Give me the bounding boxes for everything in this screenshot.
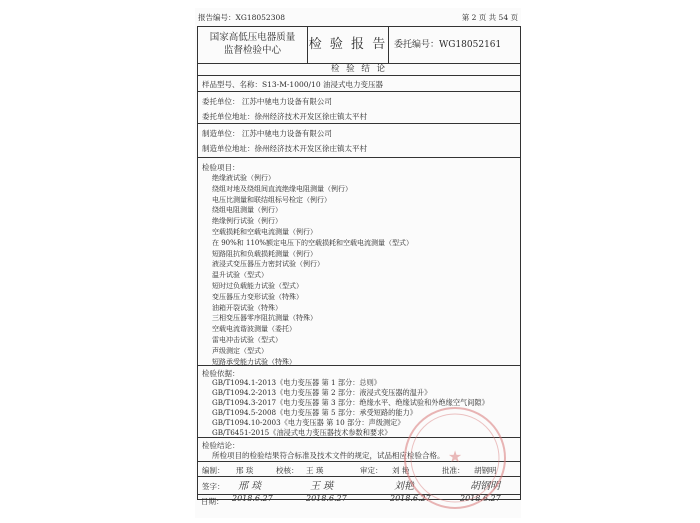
info-line: 委托单位： 江苏中驰电力设备有限公司 <box>202 97 332 106</box>
signature-compiler: 邢 琰 <box>238 481 262 492</box>
test-item: 绝缘例行试验（例行） <box>212 217 282 226</box>
label-date: 日期： <box>201 497 224 506</box>
test-item: 雷电冲击试验（型式） <box>212 336 282 344</box>
info-line: 样品型号、名称：S13-M-1000/10 油浸式电力变压器 <box>202 80 383 89</box>
org-line-1: 国家高低压电器质量 <box>209 32 296 43</box>
info-line: 委托单位地址：徐州经济技术开发区徐庄镇太平村 <box>202 112 367 121</box>
divider <box>198 91 520 92</box>
divider <box>198 365 520 366</box>
label-check: 校核： <box>276 466 299 475</box>
test-item: 绕组对地及绕组间直流绝缘电阻测量（例行） <box>212 184 352 193</box>
test-item: 温升试验（型式） <box>212 271 268 280</box>
conclusion-heading: 检验结论： <box>202 441 240 450</box>
conclusion-text: 所检项目的检验结果符合标准及技术文件的规定，试品相应检验合格。 <box>212 451 445 460</box>
date-2: 2018.6.27 <box>306 494 347 503</box>
signature-approver: 胡钢明 <box>470 481 500 492</box>
test-item: 三相变压器零序阻抗测量（特殊） <box>212 314 317 323</box>
label-review: 审定： <box>360 466 383 475</box>
date-1: 2018.6.27 <box>232 494 273 503</box>
info-line: 制造单位地址：徐州经济技术开发区徐庄镇太平村 <box>202 144 367 153</box>
test-item: 空载损耗和空载电流测量（例行） <box>212 228 317 236</box>
standard-item: GB/T1094.10-2003《电力变压器 第 10 部分：声级测定》 <box>212 418 405 427</box>
standard-item: GB/T1094.5-2008《电力变压器 第 5 部分：承受短路的能力》 <box>212 408 417 417</box>
info-line: 制造单位： 江苏中驰电力设备有限公司 <box>202 129 332 138</box>
test-item: 短路承受能力试验（特殊） <box>212 357 296 366</box>
test-item: 在 90%和 110%额定电压下的空载损耗和空载电流测量（型式） <box>212 238 414 247</box>
label-sign: 签字： <box>202 482 225 491</box>
entrust-number: 委托编号：WG18052161 <box>394 40 502 50</box>
test-item: 短时过负载能力试验（型式） <box>212 282 303 290</box>
org-name <box>198 27 308 63</box>
test-item: 短路阻抗和负载损耗测量（例行） <box>212 249 317 258</box>
test-item: 变压器压力变形试验（特殊） <box>212 292 303 301</box>
standards-heading: 检验依据： <box>202 369 240 378</box>
standard-item: GB/T6451-2015《油浸式电力变压器技术参数和要求》 <box>212 428 392 437</box>
test-item: 绕组电阻测量（例行） <box>212 206 282 215</box>
report-title: 检 验 报 告 <box>308 27 389 63</box>
test-item: 油箱开裂试验（特殊） <box>212 303 282 312</box>
svg-text:★: ★ <box>447 447 463 466</box>
test-item: 空载电流谐波测量（委托） <box>212 325 296 334</box>
divider <box>198 123 520 124</box>
divider <box>198 157 520 158</box>
standard-item: GB/T1094.1-2013《电力变压器 第 1 部分：总则》 <box>212 378 381 387</box>
title-row <box>198 27 520 64</box>
page-indicator: 第 2 页 共 54 页 <box>461 13 518 22</box>
standard-item: GB/T1094.2-2013《电力变压器 第 2 部分：液浸式变压器的温升》 <box>212 388 432 397</box>
standard-item: GB/T1094.3-2017《电力变压器 第 3 部分：绝缘水平、绝缘试验和外绝缘空气间隙》 <box>212 398 489 407</box>
signature-reviewer: 刘艳 <box>394 481 414 492</box>
section-title: 检 验 结 论 <box>198 63 520 76</box>
test-item: 声级测定（型式） <box>212 346 268 355</box>
label-approve: 批准： <box>442 466 465 475</box>
date-4: 2018.6.27 <box>460 494 501 503</box>
test-item: 绝缘液试验（例行） <box>212 174 275 182</box>
org-line-2: 监督检验中心 <box>223 45 281 56</box>
checker-name: 王 瑛 <box>306 466 324 475</box>
compiler-name: 邢 琰 <box>236 466 254 475</box>
items-heading: 检验项目： <box>202 163 240 172</box>
date-3: 2018.6.27 <box>390 494 431 503</box>
test-item: 电压比测量和联结组标号检定（例行） <box>212 195 331 204</box>
official-seal <box>395 398 515 518</box>
label-compile: 编制： <box>202 466 225 475</box>
signature-checker: 王 瑛 <box>310 481 334 492</box>
reviewer-name: 刘 艳 <box>392 466 410 475</box>
test-item: 液浸式变压器压力密封试验（例行） <box>212 260 324 269</box>
approver-name: 胡钢明 <box>474 466 497 475</box>
report-number: 报告编号：XG18052308 <box>198 13 286 22</box>
